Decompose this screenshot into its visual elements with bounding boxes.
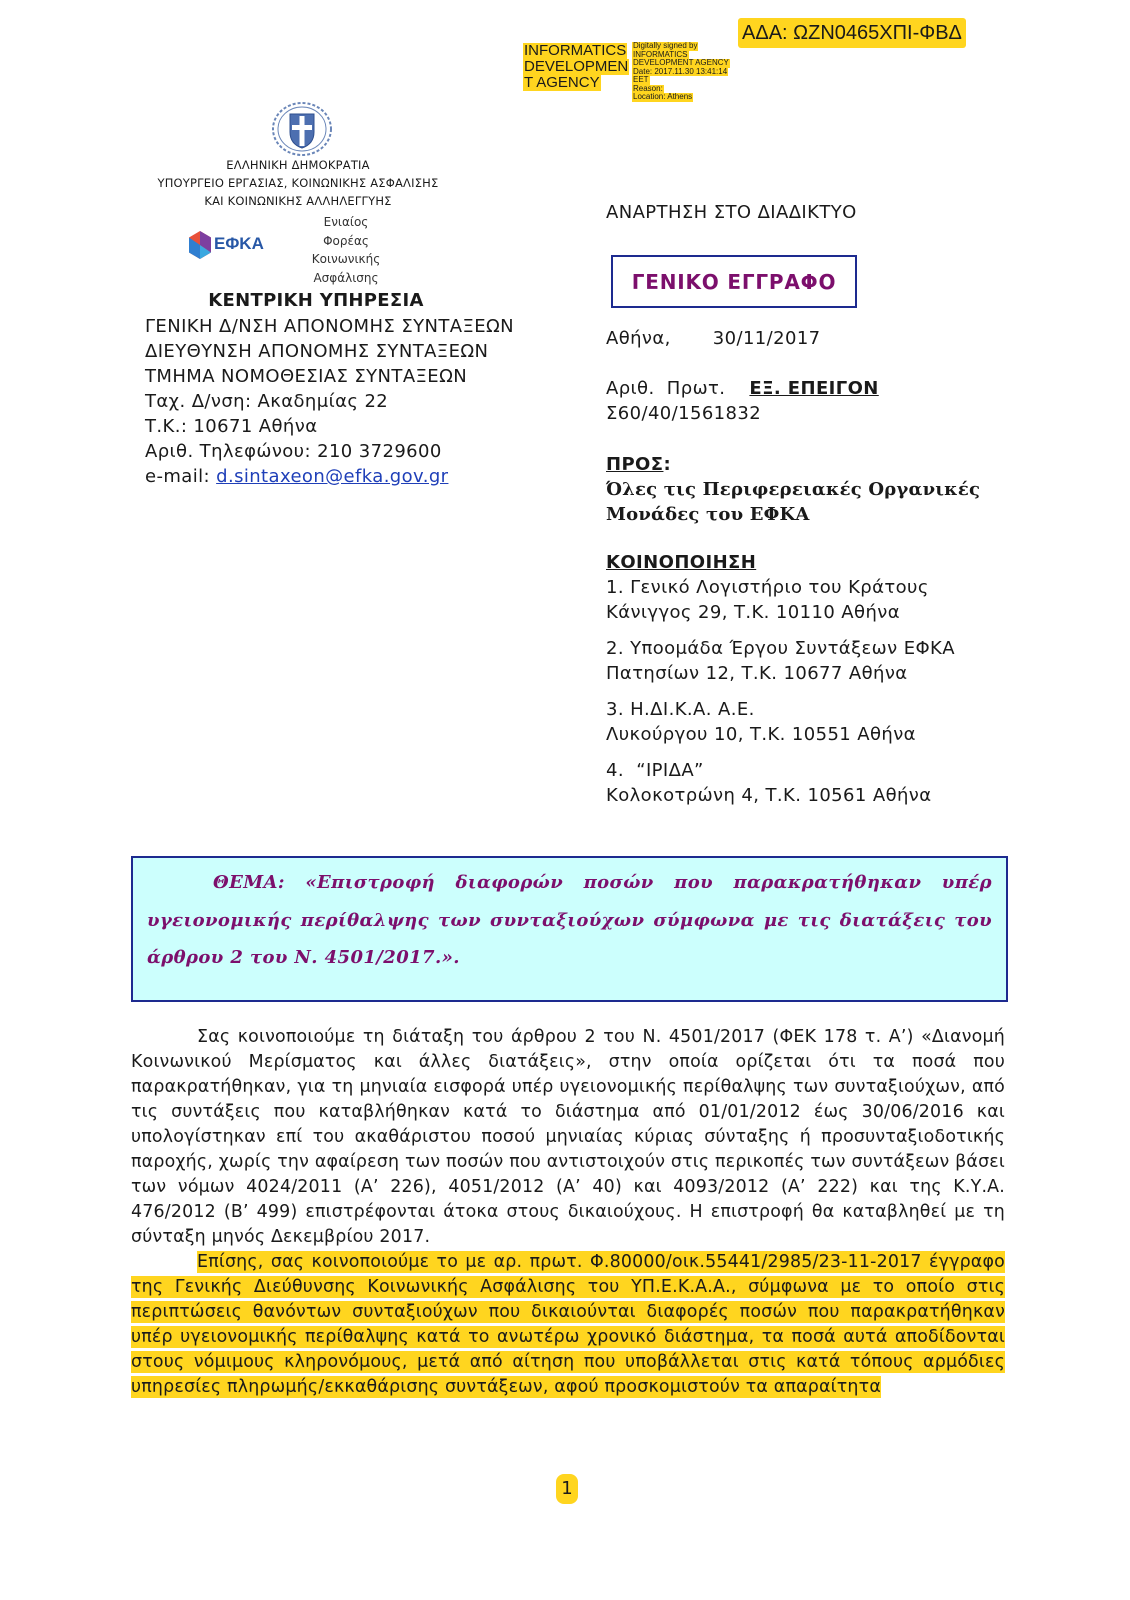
sender-line: Ταχ. Δ/νση: Ακαδημίας 22 [145,391,389,412]
cc-item-address: Πατησίων 12, Τ.Κ. 10677 Αθήνα [606,663,908,684]
signature-meta-line: INFORMATICS [633,49,688,59]
signature-meta-line: EET [633,75,649,84]
cc-item [606,758,955,808]
foreas-line: Ασφάλισης [313,270,379,285]
sender-block [145,314,514,489]
signature-meta-line: Date: 2017.11.30 13:41:14 [633,66,728,76]
protocol-number: Σ60/40/1561832 [606,403,762,424]
signature-meta-line: DEVELOPMENT AGENCY [633,58,729,67]
ada-stamp: ΑΔΑ: ΩΖΝ0465ΧΠΙ-ΦΒΔ [738,18,966,48]
signature-meta-line: Digitally signed by [633,41,698,50]
cc-item-address: Λυκούργου 10, Τ.Κ. 10551 Αθήνα [606,724,916,745]
cc-item-title: 1. Γενικό Λογιστήριο του Κράτους [606,577,929,598]
subject-box [131,856,1008,1002]
sender-line: ΔΙΕΥΘΥΝΣΗ ΑΠΟΝΟΜΗΣ ΣΥΝΤΑΞΕΩΝ [145,341,489,362]
email-link[interactable]: d.sintaxeon@efka.gov.gr [216,466,449,487]
greek-emblem-icon [270,100,334,158]
ministry-header [148,156,448,210]
body-text [131,1025,1005,1400]
cc-item-title: 2. Υποομάδα Έργου Συντάξεων ΕΦΚΑ [606,638,955,659]
page-number: 1 [556,1474,578,1504]
central-service-title: ΚΕΝΤΡΙΚΗ ΥΠΗΡΕΣΙΑ [208,290,424,311]
foreas-line: Κοινωνικής [311,252,381,266]
cc-item [606,697,955,747]
email-line [145,464,514,489]
body-paragraph-2 [131,1250,1005,1400]
gov-line: ΕΛΛΗΝΙΚΗ ΔΗΜΟΚΡΑΤΙΑ [226,158,370,172]
cc-heading: ΚΟΙΝΟΠΟΙΗΣΗ [606,552,757,573]
city: Αθήνα, [606,328,671,349]
efka-full-name [306,213,386,287]
sender-line: Τ.Κ.: 10671 Αθήνα [145,416,318,437]
protocol-block [606,376,879,426]
signature-details [632,42,742,102]
sender-line: ΤΜΗΜΑ ΝΟΜΟΘΕΣΙΑΣ ΣΥΝΤΑΞΕΩΝ [145,366,468,387]
sender-line: ΓΕΝΙΚΗ Δ/ΝΣΗ ΑΠΟΝΟΜΗΣ ΣΥΝΤΑΞΕΩΝ [145,316,515,337]
signature-meta-line: Reason: [633,83,663,93]
highlighted-text: Επίσης, σας κοινοποιούμε το με αρ. πρωτ. Φ.80000/οικ.55441/2985/23-11-2017 έγγραφο της Γενικής Διεύθυνσης Κοινωνικής Ασφάλισης του ΥΠ.Ε.Κ.Α.Α., σύμφωνα με το οποίο στις περιπτώσεις θανόντων συνταξιούχων που δικαιούνται διαφορές ποσών που παρακρατήθηκαν υπέρ υγειονομικής περίθαλψης κατά το ανωτέρω χρονικό διάστημα, τα ποσά αυτά αποδίδονται στους νόμιμους κληρονόμους, μετά από αίτηση που υποβάλλεται στις κατά τόπους αρμόδιες υπηρεσίες πληρωμής/εκκαθάρισης συντάξεων, αφού προσκομιστούν τα απαραίτητα [131,1252,1005,1397]
sender-line: Αριθ. Τηλεφώνου: 210 3729600 [145,441,442,462]
document-date: 30/11/2017 [712,328,821,349]
signature-org-line: INFORMATICS [524,42,627,59]
posting-notice: ΑΝΑΡΤΗΣΗ ΣΤΟ ΔΙΑΔΙΚΤΥΟ [606,202,857,223]
cc-item-address: Κάνιγγος 29, Τ.Κ. 10110 Αθήνα [606,602,900,623]
cc-item-title: 3. Η.ΔΙ.Κ.Α. Α.Ε. [606,699,755,720]
foreas-line: Φορέας [323,233,369,248]
recipient-line: Μονάδες του ΕΦΚΑ [606,504,810,525]
efka-logo-text: ΕΦΚΑ [214,234,264,253]
cc-item [606,575,955,625]
cc-list [606,575,955,819]
gov-line: ΚΑΙ ΚΟΙΝΩΝΙΚΗΣ ΑΛΛΗΛΕΓΓΥΗΣ [204,194,392,208]
efka-hexagon-icon [188,230,212,260]
signature-organization [523,42,629,91]
urgency-label: ΕΞ. ΕΠΕΙΓΟΝ [749,378,879,399]
to-label: ΠΡΟΣ [606,454,664,475]
cc-item [606,636,955,686]
protocol-label: Αριθ. Πρωτ. [606,378,726,399]
document-type-box: ΓΕΝΙΚΟ ΕΓΓΡΑΦΟ [611,255,857,308]
recipient-line: Όλες τις Περιφερειακές Οργανικές [606,479,981,500]
subject-text: ΘΕΜΑ: «Επιστροφή διαφορών ποσών που παρακρατήθηκαν υπέρ υγειονομικής περίθαλψης των συνταξιούχων σύμφωνα με τις διατάξεις του άρθρου 2 του Ν. 4501/2017.». [147,872,992,968]
to-heading [606,452,671,477]
date-line [606,326,821,351]
recipients [606,477,980,527]
body-paragraph-1: Σας κοινοποιούμε τη διάταξη του άρθρου 2 του Ν. 4501/2017 (ΦΕΚ 178 τ. Α’) «Διανομή Κοινωνικού Μερίσματος και άλλες διατάξεις», στην οποία ορίζεται ότι τα ποσά που παρακρατήθηκαν, για τη μηνιαία εισφορά υπέρ υγειονομικής περίθαλψης των συνταξιούχων, από τις συντάξεις που καταβλήθηκαν κατά το διάστημα από 01/01/2012 έως 30/06/2016 και υπολογίστηκαν επί του ακαθάριστου ποσού μηνιαίας κύριας σύνταξης ή προσυνταξιοδοτικής παροχής, χωρίς την αφαίρεση των ποσών που αντιστοιχούν στις περικοπές των συντάξεων βάσει των νόμων 4024/2011 (Α’ 226), 4051/2012 (Α’ 40) και 4093/2012 (Α’ 222) και της Κ.Υ.Α. 476/2012 (Β’ 499) επιστρέφονται άτοκα στους δικαιούχους. Η επιστροφή θα καταβληθεί με τη σύνταξη μηνός Δεκεμβρίου 2017. [131,1027,1005,1247]
signature-org-line: T AGENCY [524,74,600,91]
foreas-line: Ενιαίος [323,215,369,229]
cc-item-address: Κολοκοτρώνη 4, Τ.Κ. 10561 Αθήνα [606,785,932,806]
cc-item-title: 4. “ΙΡΙΔΑ” [606,760,704,781]
signature-org-line: DEVELOPMEN [524,58,629,75]
efka-logo [188,230,264,264]
signature-meta-line: Location: Athens [633,92,693,101]
to-colon: : [663,454,672,475]
gov-line: ΥΠΟΥΡΓΕΙΟ ΕΡΓΑΣΙΑΣ, ΚΟΙΝΩΝΙΚΗΣ ΑΣΦΑΛΙΣΗΣ [157,176,439,190]
email-label: e-mail: [145,466,217,487]
